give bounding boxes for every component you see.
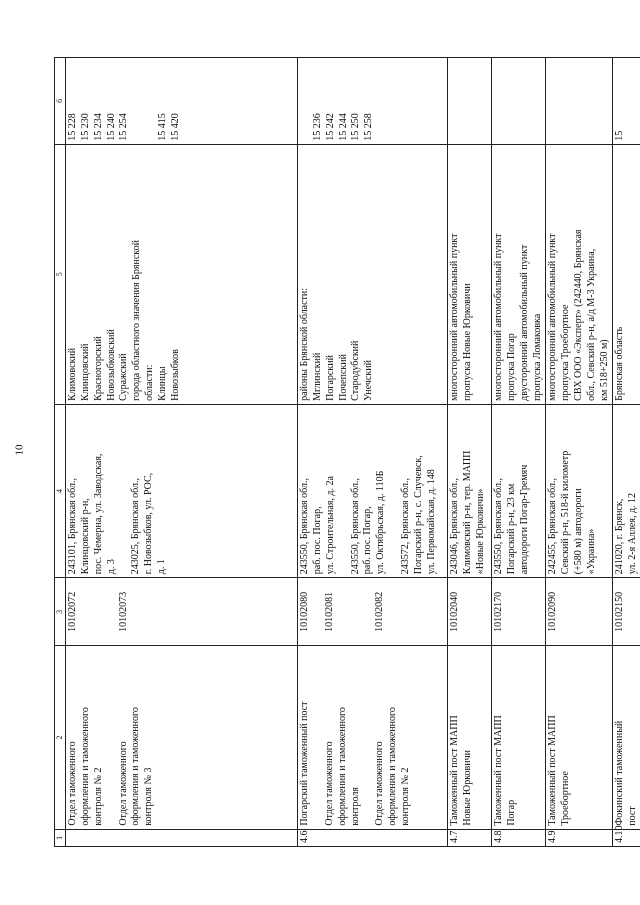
area-line: Новозыбковский	[105, 329, 117, 401]
unit-name-block	[67, 649, 105, 825]
okato-line	[299, 61, 312, 141]
unit-name-block	[324, 649, 362, 825]
unit-code-cell	[546, 578, 613, 646]
area-line: Суражский	[118, 353, 130, 401]
area-block	[547, 148, 611, 401]
address-cell	[613, 404, 640, 577]
unit-name-line: Троебортное	[560, 771, 572, 826]
address-line: раб. пос. Погар,	[312, 506, 324, 575]
unit-name-cell	[298, 646, 448, 829]
unit-code-cell	[66, 578, 298, 646]
address-block	[493, 408, 531, 574]
unit-name-block	[614, 649, 640, 825]
address-cell	[492, 404, 546, 577]
unit-code-cell	[448, 578, 492, 646]
address-line: 242455, Брянская обл.,	[547, 478, 559, 575]
table-row	[448, 58, 492, 847]
unit-name-line: оформления и таможенного	[387, 707, 399, 826]
unit-code: 10102072	[67, 591, 79, 632]
unit-name-line: Таможенный пост МАПП	[547, 715, 559, 826]
column-number: 1	[55, 829, 66, 846]
address-line: автодороги Погар-Гремяч	[518, 464, 530, 575]
row-number-cell	[546, 829, 613, 846]
area-line: многосторонний автомобильный пункт	[493, 233, 505, 401]
unit-name-cell	[492, 646, 546, 829]
address-block	[614, 408, 640, 574]
address-line: пос. Чемерна, ул. Заводская,	[92, 453, 104, 575]
unit-name-cell	[546, 646, 613, 829]
area-line: многосторонний автомобильный пункт	[449, 233, 461, 401]
row-number-cell	[298, 829, 448, 846]
row-number-cell	[448, 829, 492, 846]
area-line: города областного значения Брянской	[131, 240, 143, 401]
address-line: д. 1	[156, 559, 168, 575]
okato-line: 15 230	[80, 113, 92, 141]
row-number: 4.7	[449, 830, 461, 843]
unit-name-block	[449, 649, 475, 825]
rotated-table-container	[54, 57, 639, 847]
address-line: Севский р-н, 518-й километр	[560, 450, 572, 575]
area-line: пропуска Троебортное	[560, 304, 572, 401]
address-line: (+580 м) автодороги	[573, 488, 585, 575]
area-block	[299, 148, 376, 401]
area-line: двусторонний автомобильный пункт	[518, 244, 530, 401]
area-line: СВХ ООО «Эксперт» (242440, Брянская	[573, 229, 585, 401]
unit-code-cell	[492, 578, 546, 646]
unit-code: 10102150	[614, 591, 626, 632]
area-line: Унечский	[363, 360, 375, 401]
unit-name-line: контроля № 2	[92, 767, 104, 826]
okato-cell	[613, 58, 640, 145]
address-block	[547, 408, 598, 574]
unit-name-line: контроля № 3	[143, 767, 155, 826]
okato-block	[67, 61, 182, 141]
area-cell	[66, 144, 298, 404]
okato-line: 15 250	[350, 113, 362, 141]
column-number: 5	[55, 144, 66, 404]
unit-code-block	[493, 581, 506, 642]
okato-cell	[448, 58, 492, 145]
area-block	[614, 148, 627, 401]
okato-line: 15 244	[337, 113, 349, 141]
unit-name-cell	[66, 646, 298, 829]
address-line: ул. Первомайская, д. 148	[425, 469, 437, 575]
area-line: Климовский	[67, 347, 79, 401]
unit-name-line: Отдел таможенного	[117, 741, 129, 826]
area-line: обл., Севский р-н, а/д М-3 Украина,	[585, 248, 597, 401]
unit-code-block	[614, 581, 627, 642]
unit-code-block	[118, 581, 131, 642]
address-cell	[298, 404, 448, 577]
area-line: Красногорский	[92, 336, 104, 401]
address-line: г. Новозыбков, ул. РОС,	[143, 472, 155, 575]
unit-name-line: контроля № 2	[400, 767, 412, 826]
unit-name-block	[374, 649, 412, 825]
area-line: пропуска Погар	[506, 333, 518, 401]
unit-name-line: Фокинский таможенный	[614, 720, 626, 826]
page-number: 10	[13, 444, 26, 456]
unit-name-block	[493, 649, 519, 825]
okato-cell	[298, 58, 448, 145]
address-block	[400, 408, 438, 574]
address-cell	[448, 404, 492, 577]
area-line: Мглинский	[312, 352, 324, 401]
unit-name-line: Погар	[506, 799, 518, 826]
okato-cell	[492, 58, 546, 145]
unit-code-block	[324, 581, 337, 642]
area-cell	[613, 144, 640, 404]
unit-name-line: Отдел таможенного	[67, 741, 79, 826]
column-number: 2	[55, 646, 66, 829]
okato-block	[614, 61, 627, 141]
unit-name-cell	[448, 646, 492, 829]
area-cell	[448, 144, 492, 404]
unit-code-block	[374, 581, 387, 642]
unit-code: 10102080	[299, 591, 311, 632]
column-number: 4	[55, 404, 66, 577]
unit-name-line: Таможенный пост МАПП	[449, 715, 461, 826]
address-line: Клинцовский р-н,	[80, 498, 92, 575]
table-row	[546, 58, 613, 847]
okato-line: 15 258	[363, 113, 375, 141]
area-line: Почепский	[337, 354, 349, 401]
address-line: 243046, Брянская обл.,	[449, 478, 461, 575]
unit-name-line: оформления и таможенного	[336, 707, 348, 826]
okato-line: 15 240	[105, 113, 117, 141]
address-line: 241020, г. Брянск,	[614, 498, 626, 575]
okato-line: 15 415	[156, 113, 168, 141]
area-line: пропуска Новые Юрковичи	[462, 283, 474, 401]
okato-block	[299, 61, 376, 141]
unit-code: 10102081	[324, 591, 336, 632]
unit-name-line: пост	[627, 806, 639, 826]
okato-line	[131, 61, 144, 141]
unit-name-cell	[613, 646, 640, 829]
address-line: 243101, Брянская обл.,	[67, 478, 79, 575]
area-block	[449, 148, 475, 401]
address-line: «Украина»	[585, 528, 597, 575]
address-line: ул. 2-я Аллея, д. 12	[627, 492, 639, 575]
row-number: 4.10	[614, 825, 626, 843]
unit-code: 10102073	[117, 591, 129, 632]
row-number: 4.8	[493, 830, 505, 843]
address-line: 243550, Брянская обл.,	[493, 478, 505, 575]
unit-name-line: оформления и таможенного	[80, 707, 92, 826]
area-cell	[546, 144, 613, 404]
address-line: 243025, Брянская обл.,	[130, 478, 142, 575]
okato-line: 15	[614, 130, 626, 141]
unit-code: 10102170	[493, 591, 505, 632]
okato-cell	[546, 58, 613, 145]
unit-code: 10102082	[374, 591, 386, 632]
okato-line: 15 228	[67, 113, 79, 141]
row-number-cell	[66, 829, 298, 846]
area-line: области:	[144, 364, 156, 401]
area-line: Погарский	[324, 355, 336, 401]
address-line: 243572, Брянская обл.,	[400, 478, 412, 575]
unit-code-cell	[613, 578, 640, 646]
okato-line: 15 242	[324, 113, 336, 141]
address-line: ул. Строительная, д. 2а	[324, 476, 336, 575]
area-line: Клинцовский	[80, 343, 92, 401]
table-row	[66, 58, 298, 847]
address-line: д. 3	[105, 559, 117, 575]
customs-posts-table	[54, 57, 640, 847]
address-block	[299, 408, 337, 574]
unit-name-line: Отдел таможенного	[374, 741, 386, 826]
area-line: районы Брянской области:	[299, 287, 311, 401]
area-line: Клинцы	[156, 366, 168, 401]
unit-name-block	[118, 649, 156, 825]
address-line: Климовский р-н, тер. МАПП	[462, 450, 474, 575]
table-row	[492, 58, 546, 847]
area-line: многосторонний автомобильный пункт	[547, 233, 559, 401]
address-line: Погарский р-н, 23 км	[506, 483, 518, 575]
area-line: Стародубский	[350, 340, 362, 401]
unit-code-block	[67, 581, 80, 642]
unit-name-line: Таможенный пост МАПП	[493, 715, 505, 826]
area-line: пропуска Ломаковка	[531, 313, 543, 401]
area-block	[493, 148, 544, 401]
okato-line: 15 236	[312, 113, 324, 141]
table-row	[613, 58, 640, 847]
unit-name-line: Отдел таможенного	[324, 741, 336, 826]
address-line: «Новые Юрковичи»	[474, 488, 486, 575]
address-line: ул. Октябрьская, д. 110Б	[375, 470, 387, 575]
address-cell	[66, 404, 298, 577]
unit-code-block	[299, 581, 312, 642]
address-line: раб. пос. Погар,	[362, 506, 374, 575]
unit-code-cell	[298, 578, 448, 646]
column-number: 3	[55, 578, 66, 646]
row-number-cell	[613, 825, 640, 846]
unit-code-block	[547, 581, 560, 642]
table-row	[298, 58, 448, 847]
address-block	[67, 408, 118, 574]
column-number: 6	[55, 58, 66, 145]
unit-code: 10102090	[547, 591, 559, 632]
row-number-cell	[492, 829, 546, 846]
address-line: Погарский р-н, с. Случевск,	[412, 455, 424, 575]
unit-name-block	[547, 649, 573, 825]
unit-name-line: оформления и таможенного	[130, 707, 142, 826]
unit-name-line: контроля	[349, 787, 361, 826]
okato-line: 15 254	[118, 113, 130, 141]
okato-line	[144, 61, 157, 141]
okato-line: 15 420	[169, 113, 181, 141]
address-block	[449, 408, 487, 574]
address-line: 243550, Брянская обл.,	[349, 478, 361, 575]
area-cell	[492, 144, 546, 404]
area-cell	[298, 144, 448, 404]
unit-name-block	[299, 649, 312, 825]
address-block	[350, 408, 388, 574]
address-line: 243550, Брянская обл.,	[299, 478, 311, 575]
area-line: Новозыбков	[169, 349, 181, 401]
address-cell	[546, 404, 613, 577]
unit-name-line: Новые Юрковичи	[462, 749, 474, 826]
column-number-row	[55, 58, 66, 847]
row-number: 4.9	[547, 830, 559, 843]
area-block	[67, 148, 182, 401]
unit-name-line: Погарский таможенный пост	[299, 701, 311, 826]
row-number: 4.6	[299, 830, 311, 843]
area-line: км 518+250 м)	[598, 339, 610, 401]
area-line: Брянская область	[614, 326, 626, 401]
okato-line: 15 234	[92, 113, 104, 141]
unit-code-block	[449, 581, 462, 642]
unit-code: 10102040	[449, 591, 461, 632]
okato-cell	[66, 58, 298, 145]
address-block	[130, 408, 168, 574]
